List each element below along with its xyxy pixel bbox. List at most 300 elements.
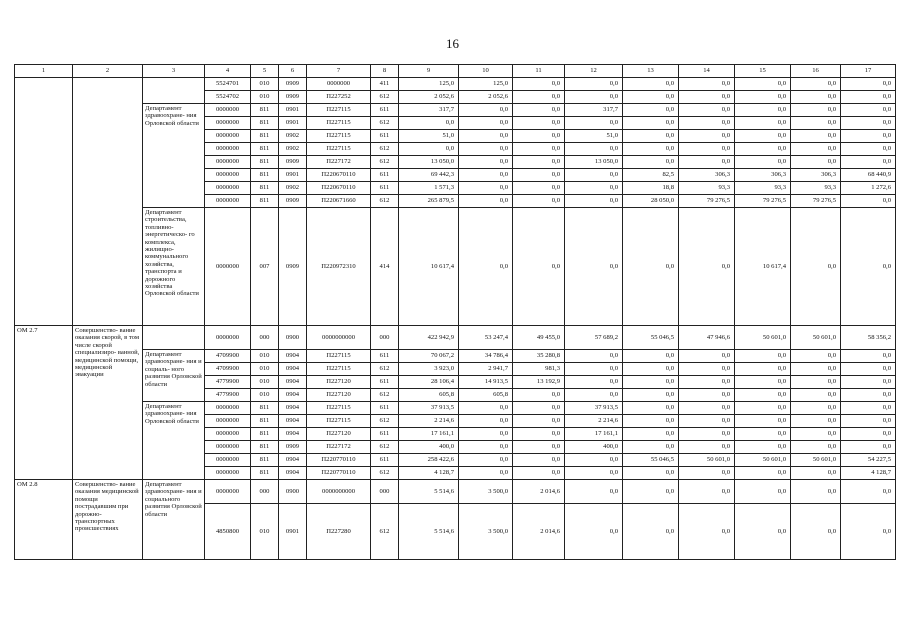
table-cell: 50 601,0 xyxy=(735,454,791,467)
table-cell: 0,0 xyxy=(841,104,896,117)
table-cell: 611 xyxy=(371,402,399,415)
table-cell: 0,0 xyxy=(791,208,841,326)
table-cell: 0,0 xyxy=(679,441,735,454)
table-cell: 0,0 xyxy=(735,130,791,143)
table-cell: 612 xyxy=(371,504,399,560)
table-cell: 611 xyxy=(371,169,399,182)
table-cell: 0904 xyxy=(279,467,307,480)
table-cell: 0,0 xyxy=(623,504,679,560)
table-cell: 0901 xyxy=(279,104,307,117)
table-cell: П227115 xyxy=(307,143,371,156)
table-cell: 3 500,0 xyxy=(459,504,513,560)
table-cell: 0,0 xyxy=(623,350,679,363)
table-cell: 0,0 xyxy=(459,467,513,480)
table-cell: 0000000 xyxy=(205,208,251,326)
table-row xyxy=(15,350,896,363)
table-cell: 0,0 xyxy=(679,376,735,389)
measure-code: ОМ 2.7 xyxy=(15,326,73,480)
table-cell: 4779900 xyxy=(205,389,251,402)
table-cell: 0,0 xyxy=(791,78,841,91)
table-cell: 0,0 xyxy=(679,428,735,441)
department-name xyxy=(143,78,205,104)
table-cell: 400,0 xyxy=(565,441,623,454)
table-cell: 0000000 xyxy=(307,78,371,91)
table-cell: 612 xyxy=(371,143,399,156)
table-cell: 0,0 xyxy=(513,169,565,182)
budget-table xyxy=(14,64,896,560)
table-cell: 57 689,2 xyxy=(565,326,623,350)
table-cell: 0000000 xyxy=(205,143,251,156)
table-cell: 265 879,5 xyxy=(399,195,459,208)
table-cell: 0,0 xyxy=(513,78,565,91)
table-cell: 0,0 xyxy=(513,389,565,402)
column-number: 15 xyxy=(735,65,791,78)
table-cell: П220670110 xyxy=(307,169,371,182)
table-cell: 0,0 xyxy=(513,402,565,415)
table-cell: 17 161,1 xyxy=(399,428,459,441)
table-cell: 0,0 xyxy=(459,208,513,326)
table-cell: 010 xyxy=(251,350,279,363)
table-cell: 611 xyxy=(371,454,399,467)
table-cell: 612 xyxy=(371,195,399,208)
table-cell: 0,0 xyxy=(623,428,679,441)
table-cell: П220670110 xyxy=(307,182,371,195)
table-cell: 0,0 xyxy=(623,415,679,428)
table-cell: П227115 xyxy=(307,117,371,130)
table-cell: 0909 xyxy=(279,91,307,104)
table-cell: 0000000000 xyxy=(307,480,371,504)
table-cell: 0,0 xyxy=(791,402,841,415)
column-number: 1 xyxy=(15,65,73,78)
table-cell: 0,0 xyxy=(735,402,791,415)
table-cell: 0,0 xyxy=(459,169,513,182)
table-cell: 0,0 xyxy=(791,415,841,428)
table-cell: 0900 xyxy=(279,326,307,350)
measure-code xyxy=(15,78,73,326)
table-cell: 811 xyxy=(251,195,279,208)
header-row xyxy=(15,65,896,78)
table-cell: 0,0 xyxy=(513,117,565,130)
table-cell: 0,0 xyxy=(735,143,791,156)
department-name: Департамент здравоохране- ния Орловской области xyxy=(143,104,205,208)
table-row xyxy=(15,326,896,350)
column-number: 13 xyxy=(623,65,679,78)
department-name: Департамент здравоохране- ния и социального развития Орловской области xyxy=(143,480,205,560)
table-cell: 0,0 xyxy=(565,169,623,182)
table-cell: 612 xyxy=(371,467,399,480)
table-cell: 0,0 xyxy=(841,208,896,326)
table-cell: 811 xyxy=(251,143,279,156)
table-cell: 0,0 xyxy=(735,504,791,560)
table-cell: 0,0 xyxy=(513,130,565,143)
table-row xyxy=(15,480,896,504)
table-cell: 2 052,6 xyxy=(459,91,513,104)
table-cell: 1 571,3 xyxy=(399,182,459,195)
department-name xyxy=(143,326,205,350)
table-cell: 0,0 xyxy=(679,415,735,428)
table-cell: П220770110 xyxy=(307,467,371,480)
table-cell: 0,0 xyxy=(735,389,791,402)
table-cell: 54 227,5 xyxy=(841,454,896,467)
table-cell: 49 455,0 xyxy=(513,326,565,350)
table-cell: 35 280,8 xyxy=(513,350,565,363)
table-cell: 612 xyxy=(371,441,399,454)
table-cell: 13 050,0 xyxy=(565,156,623,169)
table-cell: 0,0 xyxy=(679,78,735,91)
table-cell: 411 xyxy=(371,78,399,91)
table-cell: 0904 xyxy=(279,428,307,441)
table-cell: 93,3 xyxy=(791,182,841,195)
table-cell: 0,0 xyxy=(735,415,791,428)
table-cell: 55 046,5 xyxy=(623,326,679,350)
table-cell: 010 xyxy=(251,363,279,376)
table-cell: 0,0 xyxy=(513,208,565,326)
table-cell: 811 xyxy=(251,156,279,169)
table-cell: 69 442,3 xyxy=(399,169,459,182)
table-cell: 811 xyxy=(251,415,279,428)
table-cell: 0,0 xyxy=(841,480,896,504)
table-cell: 0000000 xyxy=(205,156,251,169)
budget-table-wrapper xyxy=(14,64,896,560)
table-cell: 2 214,6 xyxy=(565,415,623,428)
table-cell: 0,0 xyxy=(459,117,513,130)
table-cell: 611 xyxy=(371,428,399,441)
table-cell: 10 617,4 xyxy=(735,208,791,326)
table-cell: 811 xyxy=(251,428,279,441)
table-cell: 811 xyxy=(251,454,279,467)
table-cell: П227120 xyxy=(307,389,371,402)
table-cell: 0,0 xyxy=(513,195,565,208)
table-cell: 0902 xyxy=(279,130,307,143)
table-cell: 37 913,5 xyxy=(399,402,459,415)
table-cell: 0,0 xyxy=(623,402,679,415)
table-cell: 0,0 xyxy=(679,91,735,104)
table-cell: 0904 xyxy=(279,415,307,428)
table-cell: 0,0 xyxy=(565,182,623,195)
table-cell: 0,0 xyxy=(623,91,679,104)
column-number: 7 xyxy=(307,65,371,78)
table-cell: 612 xyxy=(371,156,399,169)
table-cell: 306,3 xyxy=(791,169,841,182)
table-cell: 0904 xyxy=(279,454,307,467)
table-cell: 14 913,5 xyxy=(459,376,513,389)
table-cell: 70 067,2 xyxy=(399,350,459,363)
table-cell: 34 786,4 xyxy=(459,350,513,363)
table-cell: 0,0 xyxy=(565,504,623,560)
table-cell: 125,0 xyxy=(459,78,513,91)
table-cell: 611 xyxy=(371,376,399,389)
table-cell: 0,0 xyxy=(623,389,679,402)
table-cell: 2 214,6 xyxy=(399,415,459,428)
table-cell: 0,0 xyxy=(459,104,513,117)
table-cell: 0,0 xyxy=(513,156,565,169)
table-cell: 0000000 xyxy=(205,182,251,195)
table-cell: 0909 xyxy=(279,208,307,326)
table-cell: 50 601,0 xyxy=(735,326,791,350)
table-cell: 811 xyxy=(251,467,279,480)
table-cell: 0,0 xyxy=(679,467,735,480)
table-cell: 0,0 xyxy=(791,91,841,104)
table-cell: 000 xyxy=(251,480,279,504)
column-number: 2 xyxy=(73,65,143,78)
table-cell: 0,0 xyxy=(623,143,679,156)
table-cell: 612 xyxy=(371,389,399,402)
table-cell: 258 422,6 xyxy=(399,454,459,467)
table-cell: 0000000 xyxy=(205,480,251,504)
table-cell: 0,0 xyxy=(735,117,791,130)
table-cell: 0,0 xyxy=(679,480,735,504)
table-cell: 0,0 xyxy=(841,130,896,143)
table-cell: 000 xyxy=(251,326,279,350)
table-cell: 10 617,4 xyxy=(399,208,459,326)
table-cell: 0,0 xyxy=(513,104,565,117)
department-name: Департамент здравоохране- ния Орловской области xyxy=(143,402,205,480)
table-cell: 0,0 xyxy=(679,402,735,415)
table-cell: 010 xyxy=(251,91,279,104)
table-cell: 4709900 xyxy=(205,363,251,376)
column-number: 12 xyxy=(565,65,623,78)
table-cell: П220671660 xyxy=(307,195,371,208)
table-cell: 125,0 xyxy=(399,78,459,91)
table-cell: 0,0 xyxy=(513,91,565,104)
table-cell: 0,0 xyxy=(565,454,623,467)
table-cell: 0,0 xyxy=(841,428,896,441)
table-cell: 0,0 xyxy=(513,143,565,156)
table-cell: 0,0 xyxy=(735,376,791,389)
table-cell: 0,0 xyxy=(565,480,623,504)
table-cell: 0,0 xyxy=(841,143,896,156)
table-cell: 0000000 xyxy=(205,326,251,350)
table-cell: 0,0 xyxy=(791,350,841,363)
table-cell: 400,0 xyxy=(399,441,459,454)
table-cell: 0,0 xyxy=(623,467,679,480)
table-cell: 0909 xyxy=(279,78,307,91)
table-cell: 811 xyxy=(251,402,279,415)
table-cell: 2 014,6 xyxy=(513,504,565,560)
table-cell: 0,0 xyxy=(679,130,735,143)
table-cell: 0,0 xyxy=(459,402,513,415)
table-cell: 0,0 xyxy=(791,363,841,376)
table-cell: 0,0 xyxy=(459,130,513,143)
table-cell: 0,0 xyxy=(679,143,735,156)
table-cell: 0,0 xyxy=(735,441,791,454)
table-cell: П227120 xyxy=(307,376,371,389)
table-cell: 0,0 xyxy=(565,91,623,104)
table-cell: 612 xyxy=(371,415,399,428)
table-cell: 0,0 xyxy=(565,195,623,208)
table-cell: 981,3 xyxy=(513,363,565,376)
column-number: 14 xyxy=(679,65,735,78)
table-cell: 0,0 xyxy=(679,156,735,169)
table-cell: 0,0 xyxy=(841,195,896,208)
table-cell: 1 272,6 xyxy=(841,182,896,195)
table-cell: 0,0 xyxy=(791,441,841,454)
table-cell: П227115 xyxy=(307,415,371,428)
table-cell: 0904 xyxy=(279,363,307,376)
table-cell: 007 xyxy=(251,208,279,326)
table-cell: 611 xyxy=(371,182,399,195)
table-cell: 51,0 xyxy=(565,130,623,143)
table-cell: 0,0 xyxy=(623,130,679,143)
table-cell: П227120 xyxy=(307,428,371,441)
column-number: 4 xyxy=(205,65,251,78)
table-cell: 13 192,9 xyxy=(513,376,565,389)
table-cell: 0,0 xyxy=(841,389,896,402)
table-row xyxy=(15,78,896,91)
table-cell: 37 913,5 xyxy=(565,402,623,415)
table-cell: 0,0 xyxy=(565,467,623,480)
column-number: 3 xyxy=(143,65,205,78)
table-cell: 5524701 xyxy=(205,78,251,91)
table-cell: 611 xyxy=(371,130,399,143)
table-cell: 0000000 xyxy=(205,402,251,415)
table-cell: 0909 xyxy=(279,156,307,169)
table-cell: П227280 xyxy=(307,504,371,560)
table-cell: 0,0 xyxy=(679,117,735,130)
table-cell: 0,0 xyxy=(459,195,513,208)
table-cell: 0,0 xyxy=(623,78,679,91)
table-cell: 50 601,0 xyxy=(791,454,841,467)
table-row xyxy=(15,104,896,117)
table-cell: 0,0 xyxy=(735,480,791,504)
table-cell: П227115 xyxy=(307,363,371,376)
column-number: 17 xyxy=(841,65,896,78)
table-cell: 0,0 xyxy=(399,143,459,156)
table-cell: 0,0 xyxy=(459,182,513,195)
table-row xyxy=(15,208,896,326)
table-cell: 68 440,9 xyxy=(841,169,896,182)
table-cell: 414 xyxy=(371,208,399,326)
column-number: 8 xyxy=(371,65,399,78)
table-cell: 53 247,4 xyxy=(459,326,513,350)
table-row xyxy=(15,402,896,415)
table-cell: 0,0 xyxy=(679,389,735,402)
table-cell: 0,0 xyxy=(735,91,791,104)
table-cell: 306,3 xyxy=(735,169,791,182)
table-cell: 422 942,9 xyxy=(399,326,459,350)
table-cell: 0,0 xyxy=(513,467,565,480)
table-cell: 0,0 xyxy=(791,467,841,480)
table-cell: 0,0 xyxy=(735,156,791,169)
table-cell: 0,0 xyxy=(841,415,896,428)
table-cell: 0,0 xyxy=(841,91,896,104)
table-cell: 51,0 xyxy=(399,130,459,143)
table-cell: 2 052,6 xyxy=(399,91,459,104)
table-cell: 010 xyxy=(251,389,279,402)
table-cell: 0904 xyxy=(279,376,307,389)
table-cell: 611 xyxy=(371,104,399,117)
table-cell: 0,0 xyxy=(513,441,565,454)
table-cell: 0000000 xyxy=(205,454,251,467)
measure-name xyxy=(73,78,143,326)
column-number: 9 xyxy=(399,65,459,78)
table-cell: 0,0 xyxy=(841,350,896,363)
table-cell: 5524702 xyxy=(205,91,251,104)
column-number: 16 xyxy=(791,65,841,78)
measure-name: Совершенство- вание оказания медицинской помощи пострадавшим при дорожно- транспортных происшествиях xyxy=(73,480,143,560)
table-cell: 17 161,1 xyxy=(565,428,623,441)
table-cell: 0,0 xyxy=(791,143,841,156)
table-cell: 0,0 xyxy=(735,350,791,363)
table-cell: 0,0 xyxy=(565,208,623,326)
table-cell: 605,8 xyxy=(399,389,459,402)
table-cell: 3 500,0 xyxy=(459,480,513,504)
table-cell: 317,7 xyxy=(399,104,459,117)
table-cell: 0,0 xyxy=(791,389,841,402)
table-cell: 4779900 xyxy=(205,376,251,389)
table-cell: 0000000 xyxy=(205,130,251,143)
table-cell: 5 514,6 xyxy=(399,480,459,504)
table-cell: 0,0 xyxy=(735,363,791,376)
table-cell: П227172 xyxy=(307,156,371,169)
table-cell: 0,0 xyxy=(791,130,841,143)
table-cell: 0,0 xyxy=(841,156,896,169)
table-cell: 79 276,5 xyxy=(679,195,735,208)
table-cell: 5 514,6 xyxy=(399,504,459,560)
table-cell: 58 356,2 xyxy=(841,326,896,350)
table-cell: 306,3 xyxy=(679,169,735,182)
table-cell: 0904 xyxy=(279,389,307,402)
table-cell: 0,0 xyxy=(459,441,513,454)
table-cell: П220972310 xyxy=(307,208,371,326)
table-cell: 605,8 xyxy=(459,389,513,402)
table-cell: 0904 xyxy=(279,402,307,415)
table-cell: 612 xyxy=(371,91,399,104)
department-name: Департамент строительства, топливно- энергетическо- го комплекса, жилищно- коммунального хозяйства, транспорта и дорожного хозяйства Орловской области xyxy=(143,208,205,326)
table-cell: 0,0 xyxy=(565,376,623,389)
table-cell: 0,0 xyxy=(841,117,896,130)
table-cell: 0,0 xyxy=(791,480,841,504)
table-cell: П220770110 xyxy=(307,454,371,467)
table-cell: 0,0 xyxy=(459,156,513,169)
table-cell: 0,0 xyxy=(565,78,623,91)
table-cell: П227115 xyxy=(307,104,371,117)
table-cell: 0909 xyxy=(279,195,307,208)
table-cell: 4 128,7 xyxy=(399,467,459,480)
table-cell: П227115 xyxy=(307,130,371,143)
table-cell: 0,0 xyxy=(679,350,735,363)
table-cell: 0904 xyxy=(279,350,307,363)
table-cell: 0000000 xyxy=(205,117,251,130)
table-cell: 0000000 xyxy=(205,441,251,454)
table-cell: 0,0 xyxy=(513,428,565,441)
table-cell: 0,0 xyxy=(623,117,679,130)
table-cell: 0,0 xyxy=(735,467,791,480)
table-cell: 0,0 xyxy=(459,415,513,428)
table-cell: 0,0 xyxy=(841,363,896,376)
table-cell: 0,0 xyxy=(623,156,679,169)
table-cell: 811 xyxy=(251,130,279,143)
table-cell: 0,0 xyxy=(623,363,679,376)
table-cell: 2 941,7 xyxy=(459,363,513,376)
column-number: 10 xyxy=(459,65,513,78)
table-cell: 0,0 xyxy=(735,104,791,117)
table-cell: 0901 xyxy=(279,117,307,130)
table-cell: 010 xyxy=(251,78,279,91)
table-cell: 4850800 xyxy=(205,504,251,560)
table-cell: 4 128,7 xyxy=(841,467,896,480)
table-cell: 811 xyxy=(251,104,279,117)
table-cell: 612 xyxy=(371,117,399,130)
table-cell: 811 xyxy=(251,441,279,454)
table-cell: 0,0 xyxy=(459,143,513,156)
table-cell: 0,0 xyxy=(791,117,841,130)
table-cell: П227115 xyxy=(307,350,371,363)
table-cell: 0,0 xyxy=(565,117,623,130)
table-cell: 811 xyxy=(251,182,279,195)
table-cell: П227172 xyxy=(307,441,371,454)
table-cell: 82,5 xyxy=(623,169,679,182)
